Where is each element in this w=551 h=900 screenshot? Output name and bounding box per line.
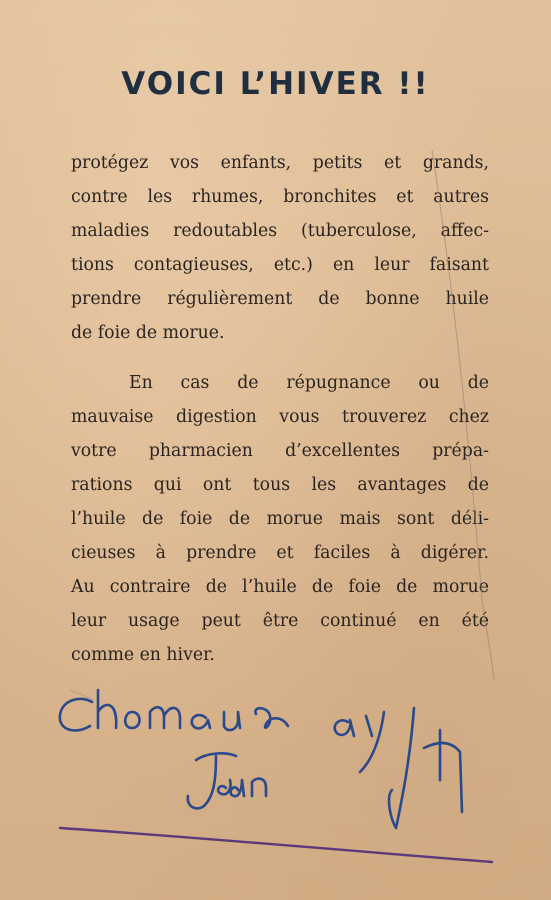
text-line: comme en hiver. <box>71 645 215 665</box>
text-line: votre pharmacien d’excellentes prépa- <box>71 441 489 461</box>
text-line: l’huile de foie de morue mais sont déli- <box>71 509 489 529</box>
text-line: En cas de répugnance ou de <box>129 373 489 393</box>
text-line: tions contagieuses, etc.) en leur faisant <box>71 255 489 275</box>
text-line: cieuses à prendre et faciles à digérer. <box>71 543 489 563</box>
text-line: Au contraire de l’huile de foie de morue <box>71 577 489 597</box>
text-line: prendre régulièrement de bonne huile <box>71 289 489 309</box>
text-line: mauvaise digestion vous trouverez chez <box>71 407 489 427</box>
text-line: leur usage peut être continué en été <box>71 611 489 631</box>
text-line: maladies redoutables (tuberculose, affec- <box>71 221 489 241</box>
text-line: contre les rhumes, bronchites et autres <box>71 187 489 207</box>
text-line: de foie de morue. <box>71 323 225 343</box>
card-title: VOICI L’HIVER !! <box>121 66 430 102</box>
text-line: rations qui ont tous les avantages de <box>71 475 489 495</box>
text-line: protégez vos enfants, petits et grands, <box>71 153 489 173</box>
